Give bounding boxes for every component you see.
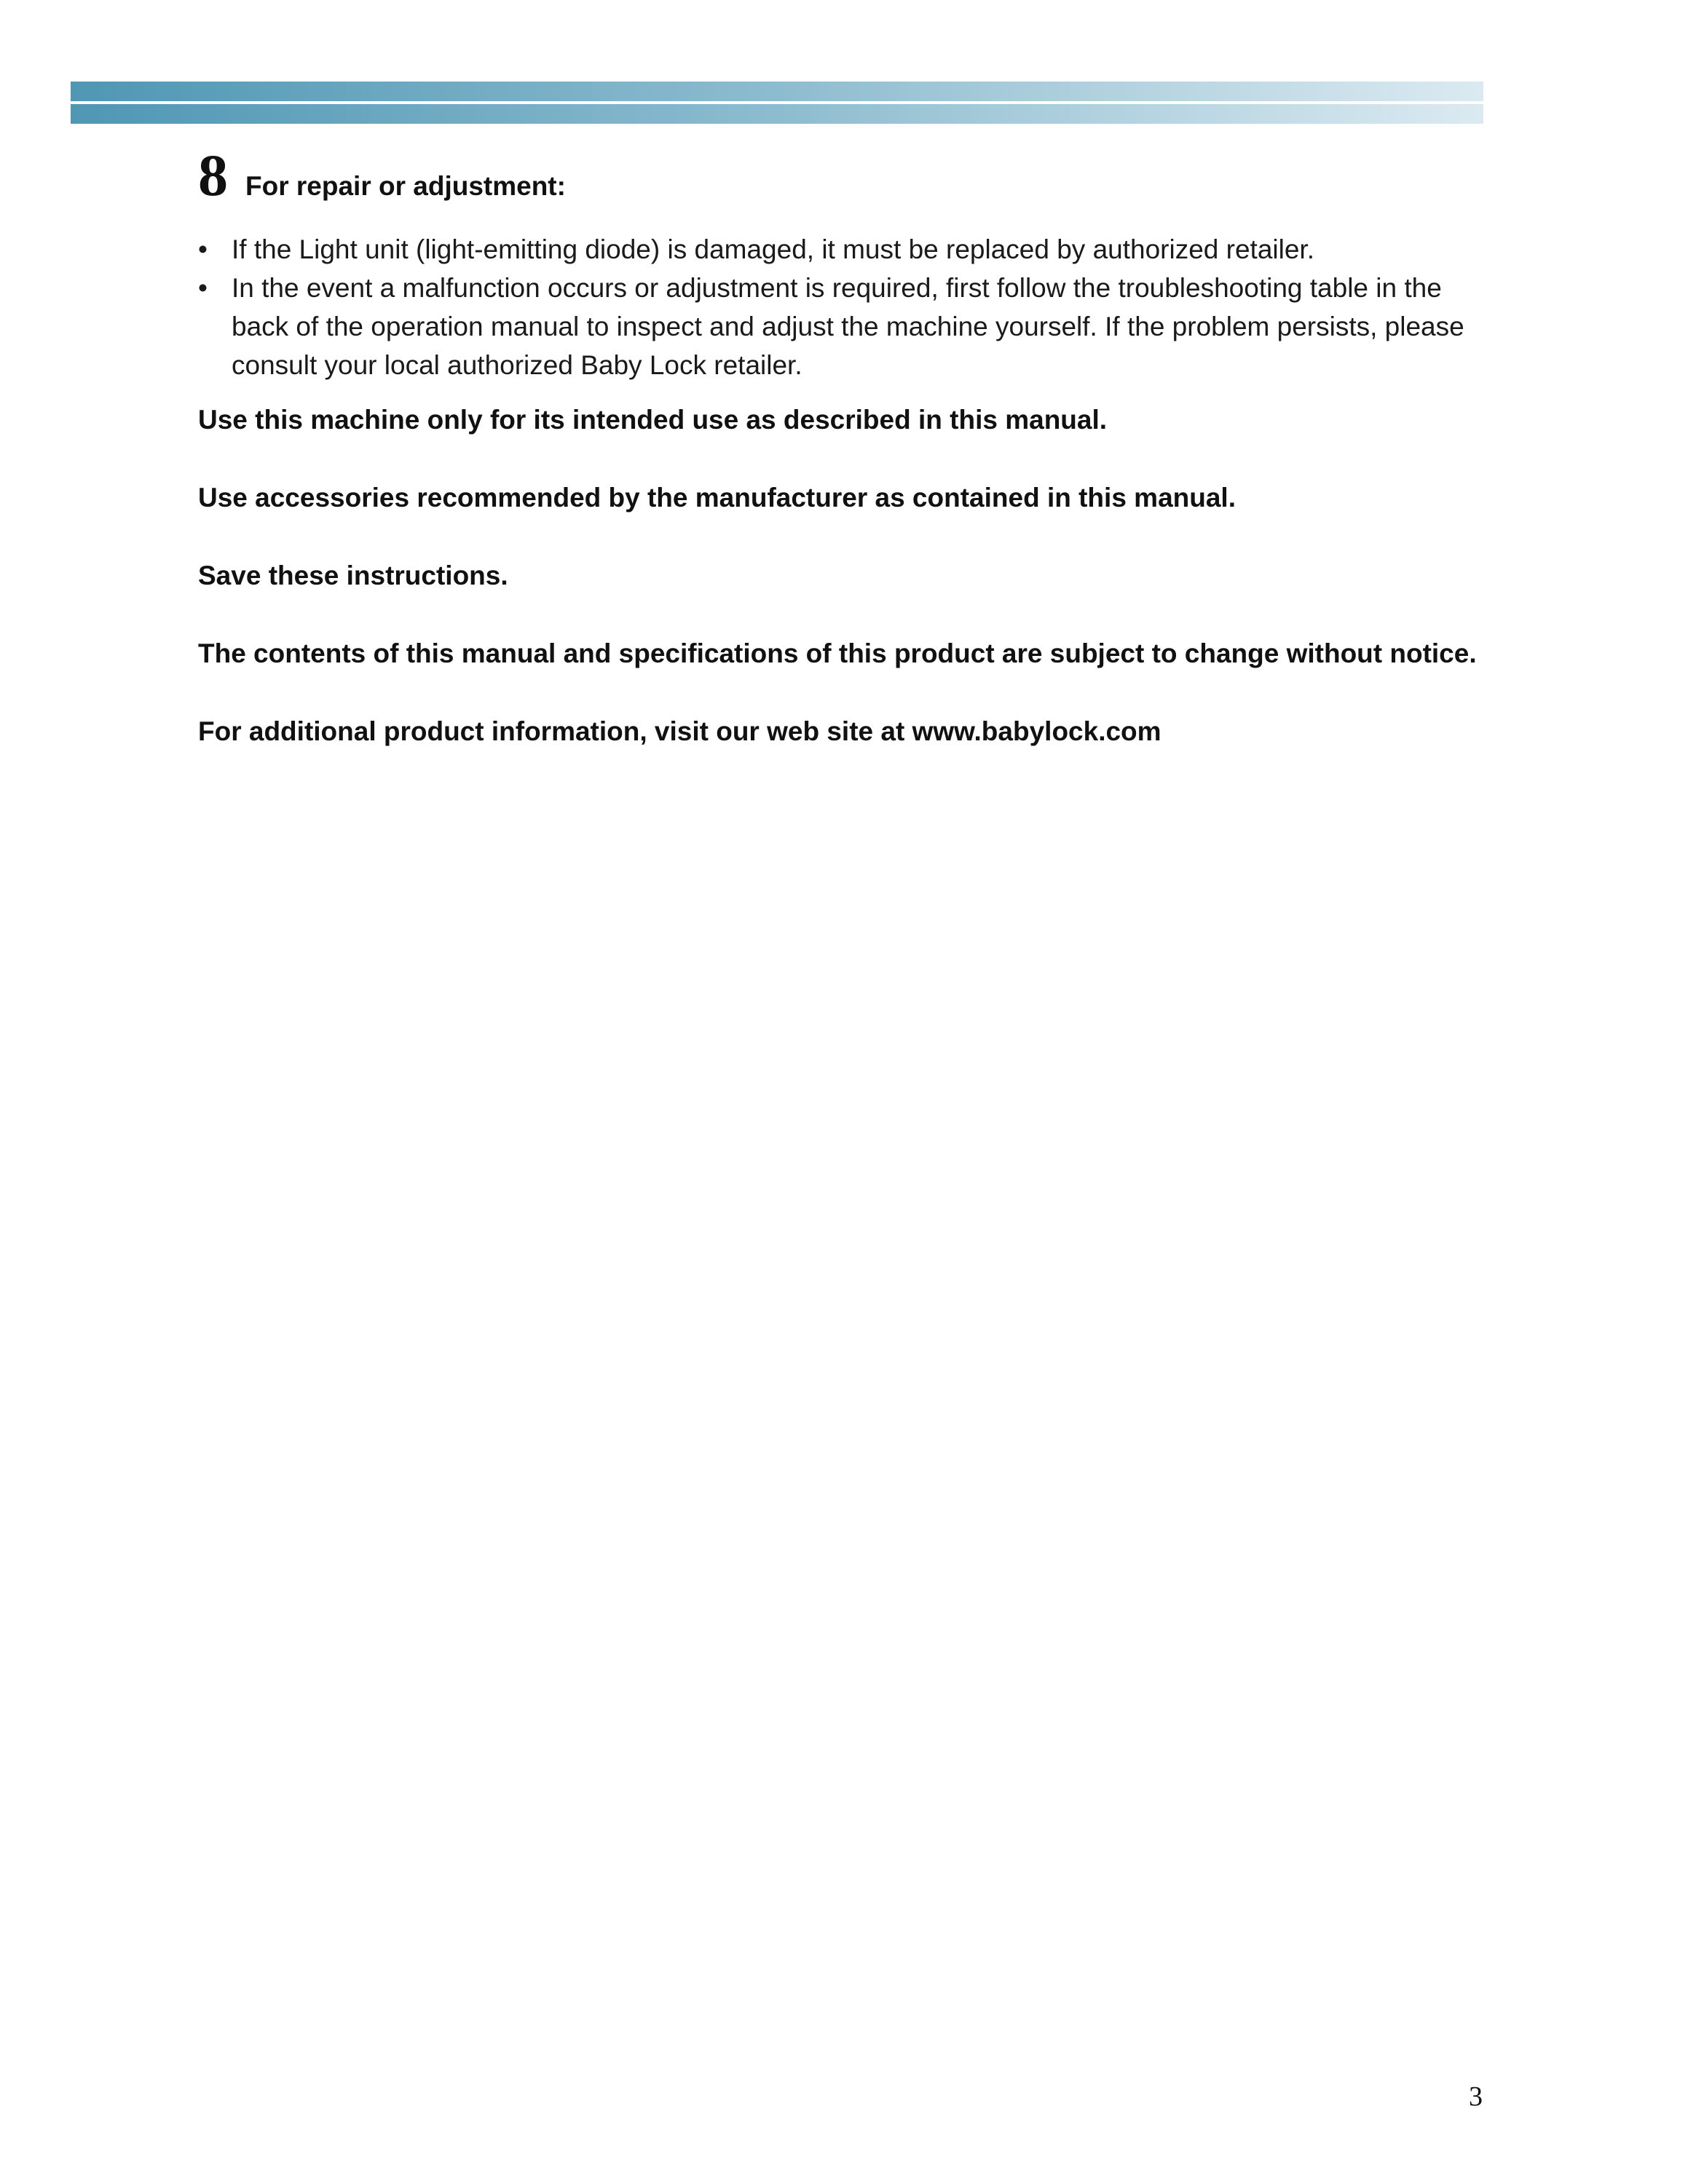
notice-accessories: Use accessories recommended by the manufacturer as contained in this manual. (198, 483, 1236, 513)
section-title: For repair or adjustment: (245, 171, 566, 201)
header-bar-top (71, 82, 1483, 101)
page-content (198, 142, 1494, 751)
bullet-text: If the Light unit (light-emitting diode) is damaged, it must be replaced by authorized retailer. (232, 234, 1314, 264)
section-heading (198, 142, 1494, 208)
page-number: 3 (1469, 2081, 1483, 2112)
bullet-mark: • (198, 234, 208, 264)
notice-subject-to-change: The contents of this manual and specifications of this product are subject to change without notice. (198, 638, 1477, 668)
notice-save-instructions: Save these instructions. (198, 561, 508, 590)
bullet-mark: • (198, 273, 208, 303)
list-item (198, 230, 1494, 269)
section-number: 8 (198, 142, 228, 208)
bullet-list (198, 230, 1494, 384)
list-item (198, 269, 1494, 384)
bullet-text: In the event a malfunction occurs or adjustment is required, first follow the troubleshooting table in the back of the operation manual to inspect and adjust the machine yourself. If the problem persists, please consult your local authorized Baby Lock retailer. (232, 273, 1464, 380)
notice-website: For additional product information, visit our web site at www.babylock.com (198, 716, 1162, 746)
header-bar-bottom (71, 104, 1483, 124)
notice-intended-use: Use this machine only for its intended use as described in this manual. (198, 405, 1108, 435)
